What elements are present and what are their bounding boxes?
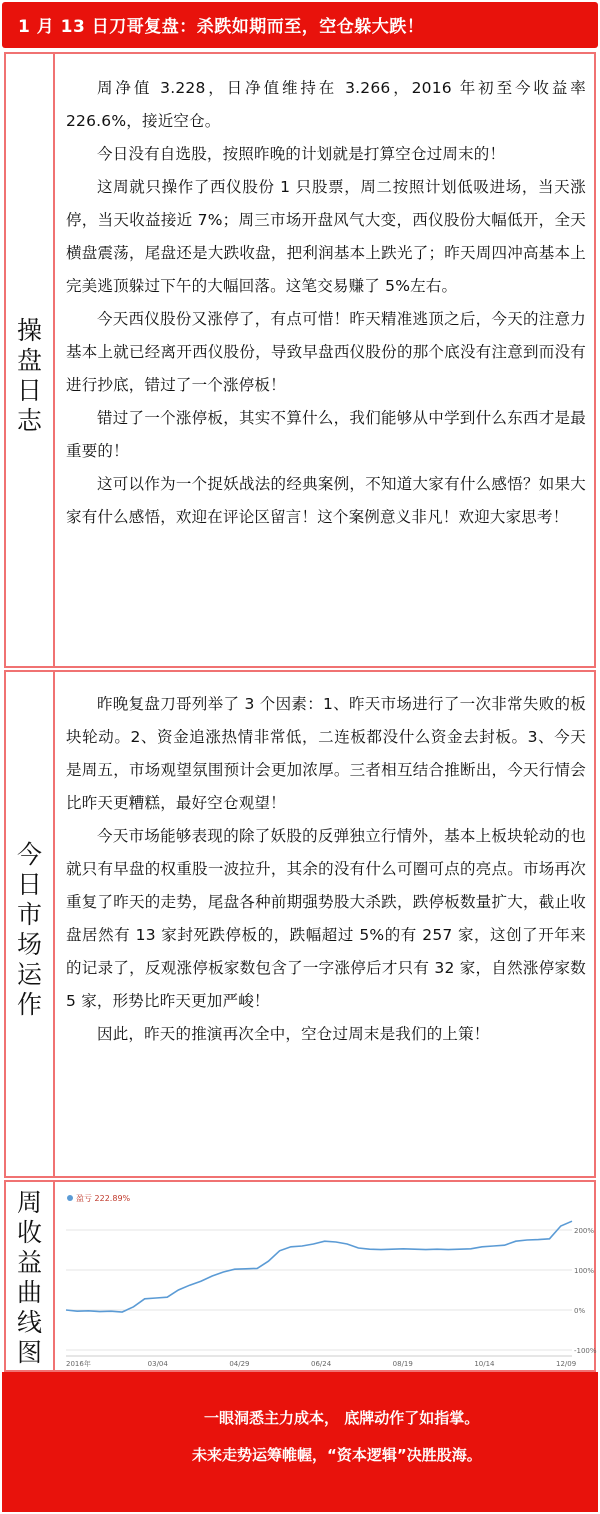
y-tick-label: 0% <box>574 1307 586 1315</box>
section-label-char: 收 <box>16 1218 42 1247</box>
section-label-char: 运 <box>16 960 42 989</box>
footer-slogan-2: 未来走势运筹帷幄，“资本逻辑”决胜股海。 <box>192 1446 482 1464</box>
trading-log-section <box>4 52 596 668</box>
section-label-cell <box>6 1182 55 1370</box>
x-tick-label: 03/04 <box>147 1360 168 1368</box>
x-tick-label: 08/19 <box>392 1360 413 1368</box>
section-label-cell <box>6 672 55 1176</box>
paragraph: 今天市场能够表现的除了妖股的反弹独立行情外，基本上板块轮动的也就只有早盘的权重股一波拉升，其余的没有什么可圈可点的亮点。市场再次重复了昨天的走势，尾盘各种前期强势股大杀跌，跌停板数量扩大，截止收盘居然有 13 家封死跌停板的，跌幅超过 5%的有 257 家，这创了开年来的记录了，反观涨停板家数包含了一字涨停后才只有 32 家，自然涨停家数 5 家，形势比昨天更加严峻！ <box>66 827 586 1010</box>
market-content <box>66 688 586 1051</box>
y-tick-label: 200% <box>574 1227 595 1235</box>
weekly-return-chart <box>62 1190 597 1368</box>
trading-log-content <box>66 72 586 534</box>
section-label-char: 场 <box>16 930 42 959</box>
section-label-char: 作 <box>16 990 42 1019</box>
paragraph: 昨晚复盘刀哥列举了 3 个因素：1、昨天市场进行了一次非常失败的板块轮动。2、资金追涨热情非常低，二连板都没什么资金去封板。3、今天是周五，市场观望氛围预计会更加浓厚。三者相互结合推断出，今天行情会比昨天更糟糕，最好空仓观望！ <box>66 695 586 812</box>
paragraph: 这周就只操作了西仪股份 1 只股票，周二按照计划低吸进场，当天涨停，当天收益接近 7%；周三市场开盘风气大变，西仪股份大幅低开，全天横盘震荡，尾盘还是大跌收盘，把利润基本上跌光了；昨天周四冲高基本上完美逃顶躲过下午的大幅回落。这笔交易赚了 5%左右。 <box>66 178 586 295</box>
curve-section <box>4 1180 596 1372</box>
page-title: 1 月 13 日刀哥复盘：杀跌如期而至，空仓躲大跌！ <box>18 17 425 37</box>
section-label-char: 曲 <box>16 1278 42 1307</box>
section-label-char: 益 <box>16 1248 42 1277</box>
x-tick-label: 04/29 <box>229 1360 250 1368</box>
section-label-char: 周 <box>16 1188 42 1217</box>
chart-svg <box>62 1190 597 1368</box>
x-tick-label: 12/09 <box>556 1360 577 1368</box>
section-label-char: 图 <box>16 1338 42 1367</box>
market-section <box>4 670 596 1178</box>
section-label-char: 线 <box>16 1308 42 1337</box>
section-label-char: 市 <box>16 900 42 929</box>
paragraph: 今天西仪股份又涨停了，有点可惜！昨天精准逃顶之后，今天的注意力基本上就已经离开西仪股份，导致早盘西仪股份的那个底没有注意到而没有进行抄底，错过了一个涨停板！ <box>66 310 586 394</box>
section-label-char: 日 <box>16 376 42 405</box>
x-tick-label: 10/14 <box>474 1360 495 1368</box>
x-tick-label: 2016年 <box>66 1360 91 1368</box>
section-label-char: 操 <box>16 316 42 345</box>
section-label-char: 志 <box>16 406 42 435</box>
x-tick-label: 06/24 <box>311 1360 332 1368</box>
paragraph: 这可以作为一个捉妖战法的经典案例，不知道大家有什么感悟？如果大家有什么感悟，欢迎在评论区留言！这个案例意义非凡！欢迎大家思考！ <box>66 475 586 526</box>
paragraph: 今日没有自选股，按照昨晚的计划就是打算空仓过周末的！ <box>97 145 506 163</box>
paragraph: 因此，昨天的推演再次全中，空仓过周末是我们的上策！ <box>97 1025 490 1043</box>
section-label-char: 日 <box>16 870 42 899</box>
series-line <box>66 1221 572 1312</box>
legend-label: 盈亏 222.89% <box>76 1194 131 1203</box>
legend-marker <box>67 1195 73 1201</box>
paragraph: 错过了一个涨停板，其实不算什么，我们能够从中学到什么东西才是最重要的！ <box>66 409 586 460</box>
y-tick-label: 100% <box>574 1267 595 1275</box>
section-label-char: 盘 <box>16 346 42 375</box>
section-label-char: 今 <box>16 840 42 869</box>
title-bar <box>2 2 598 48</box>
section-label-cell <box>6 54 55 666</box>
footer-slogan-1: 一眼洞悉主力成本， 底牌动作了如指掌。 <box>204 1409 480 1427</box>
footer-banner <box>2 1372 598 1512</box>
y-tick-label: -100% <box>574 1347 597 1355</box>
paragraph: 周净值 3.228，日净值维持在 3.266，2016 年初至今收益率 226.6%，接近空仓。 <box>66 79 586 130</box>
